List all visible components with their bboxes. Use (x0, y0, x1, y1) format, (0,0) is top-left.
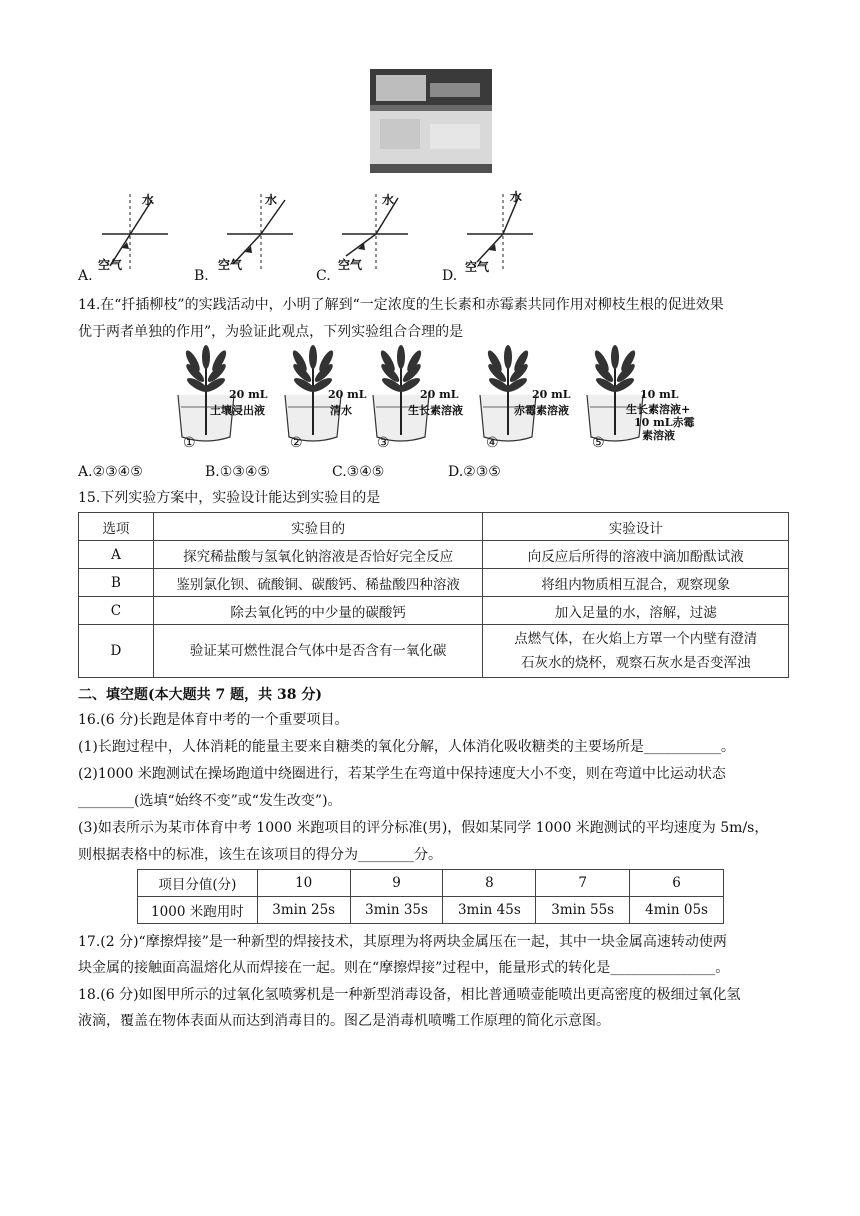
q17-line1: 17.(2 分)“摩擦焊接”是一种新型的焊接技术，其原理为将两块金属压在一起，其中一块金属高速转动使两 (78, 934, 727, 950)
water-label-c: 水 (382, 193, 395, 207)
row-option: C (79, 597, 154, 625)
cell: 3min 25s (257, 897, 350, 924)
q16-part3-line2: 则根据表格中的标准，该生在该项目的得分为________分。 (78, 847, 442, 863)
q18-line2: 液滴，覆盖在物体表面从而达到消毒目的。图乙是消毒机喷嘴工作原理的简化示意图。 (78, 1013, 610, 1029)
table-row (79, 541, 789, 569)
willow-cutting-beaker-1 (178, 345, 234, 441)
q14-option-d: D.②③⑤ (448, 464, 501, 480)
beaker-3-volume: 20 mL (420, 388, 459, 401)
row-design (483, 625, 789, 678)
cell: 10 (257, 870, 350, 897)
q18-line1: 18.(6 分)如图甲所示的过氧化氢喷雾机是一种新型消毒设备，相比普通喷壶能喷出更高密度的极细过氧化氢 (78, 987, 741, 1003)
header-goal: 实验目的 (153, 513, 483, 541)
q16-part3-line1: (3)如表所示为某市体育中考 1000 米跑项目的评分标准(男)，假如某同学 1000 米跑测试的平均速度为 5m/s， (78, 820, 769, 836)
water-label-d: 水 (510, 190, 523, 204)
beaker-4-volume: 20 mL (532, 388, 571, 401)
beaker-5-solution-b: 10 mL赤霉 (634, 416, 695, 429)
air-label-d: 空气 (465, 260, 490, 274)
row-design: 将组内物质相互混合，观察现象 (483, 569, 789, 597)
table-row (79, 597, 789, 625)
option-c-label: C. (316, 268, 331, 284)
beaker-1-number: ① (183, 435, 196, 451)
q15-table (78, 512, 789, 678)
table-row (79, 625, 789, 678)
cell: 3min 45s (443, 897, 536, 924)
experiment-photo (370, 69, 492, 173)
q17-line2: 块金属的接触面高温熔化从而焊接在一起。则在“摩擦焊接”过程中，能量形式的转化是_______________。 (78, 960, 730, 976)
beaker-3-solution: 生长素溶液 (408, 404, 463, 417)
cell: 6 (630, 870, 724, 897)
beaker-5-solution-a: 生长素溶液+ (626, 403, 691, 416)
option-a-label: A. (78, 268, 93, 284)
water-label-b: 水 (265, 193, 278, 207)
row-option: B (79, 569, 154, 597)
row-goal: 鉴别氯化钡、硫酸铜、碳酸钙、稀盐酸四种溶液 (153, 569, 483, 597)
beaker-1-solution: 土壤浸出液 (210, 404, 265, 417)
row-design-line1: 点燃气体，在火焰上方罩一个内壁有澄清 (514, 631, 758, 647)
beaker-2-number: ② (290, 435, 303, 451)
cell: 3min 35s (350, 897, 443, 924)
q16-part2-line2: ________(选填“始终不变”或“发生改变”)。 (78, 793, 342, 809)
beaker-2-solution: 清水 (330, 404, 352, 417)
beaker-4-number: ④ (486, 435, 499, 451)
q15-stem: 15.下列实验方案中，实验设计能达到实验目的是 (78, 490, 381, 506)
cell: 8 (443, 870, 536, 897)
q14-option-c: C.③④⑤ (332, 464, 385, 480)
row-option: A (79, 541, 154, 569)
willow-cutting-beaker-4 (480, 345, 536, 441)
q14-option-b: B.①③④⑤ (205, 464, 270, 480)
cell: 3min 55s (536, 897, 630, 924)
header-option: 选项 (79, 513, 154, 541)
option-b-label: B. (194, 268, 209, 284)
water-label-a: 水 (142, 193, 155, 207)
beaker-3-number: ③ (377, 435, 390, 451)
q16-score-table (137, 869, 724, 924)
q16-part1: (1)长跑过程中，人体消耗的能量主要来自糖类的氧化分解，人体消化吸收糖类的主要场所是___________。 (78, 739, 735, 755)
row-goal: 探究稀盐酸与氢氧化钠溶液是否恰好完全反应 (153, 541, 483, 569)
q14-stem-line1: 14.在“扦插柳枝”的实践活动中，小明了解到“一定浓度的生长素和赤霉素共同作用对柳枝生根的促进效果 (78, 297, 724, 313)
cell: 7 (536, 870, 630, 897)
q14-option-a: A.②③④⑤ (78, 464, 143, 480)
air-label-b: 空气 (218, 258, 243, 272)
row-design-line2: 石灰水的烧杯，观察石灰水是否变浑浊 (520, 655, 751, 671)
cell: 1000 米跑用时 (138, 897, 258, 924)
table-row (79, 569, 789, 597)
cell: 9 (350, 870, 443, 897)
beaker-5-number: ⑤ (592, 435, 605, 451)
air-label-c: 空气 (338, 258, 363, 272)
table-row (138, 897, 724, 924)
beaker-5-solution-c: 素溶液 (642, 429, 675, 442)
beaker-1-volume: 20 mL (229, 388, 268, 401)
row-goal: 验证某可燃性混合气体中是否含有一氧化碳 (153, 625, 483, 678)
beaker-2-volume: 20 mL (328, 388, 367, 401)
q16-part2-line1: (2)1000 米跑测试在操场跑道中绕圈进行，若某学生在弯道中保持速度大小不变，则在弯道中比运动状态 (78, 766, 726, 782)
cell: 4min 05s (630, 897, 724, 924)
cell: 项目分值(分) (138, 870, 258, 897)
row-design: 向反应后所得的溶液中滴加酚酞试液 (483, 541, 789, 569)
q14-stem-line2: 优于两者单独的作用”，为验证此观点，下列实验组合合理的是 (78, 324, 464, 340)
q16-stem: 16.(6 分)长跑是体育中考的一个重要项目。 (78, 712, 349, 728)
row-design: 加入足量的水，溶解，过滤 (483, 597, 789, 625)
beaker-4-solution: 赤霉素溶液 (514, 404, 569, 417)
row-goal: 除去氧化钙的中少量的碳酸钙 (153, 597, 483, 625)
header-design: 实验设计 (483, 513, 789, 541)
section-title: 二、填空题(本大题共 7 题，共 38 分) (78, 687, 322, 703)
air-label-a: 空气 (98, 258, 123, 272)
table-row (138, 870, 724, 897)
row-option: D (79, 625, 154, 678)
option-d-label: D. (442, 268, 458, 284)
beaker-5-volume: 10 mL (640, 388, 679, 401)
